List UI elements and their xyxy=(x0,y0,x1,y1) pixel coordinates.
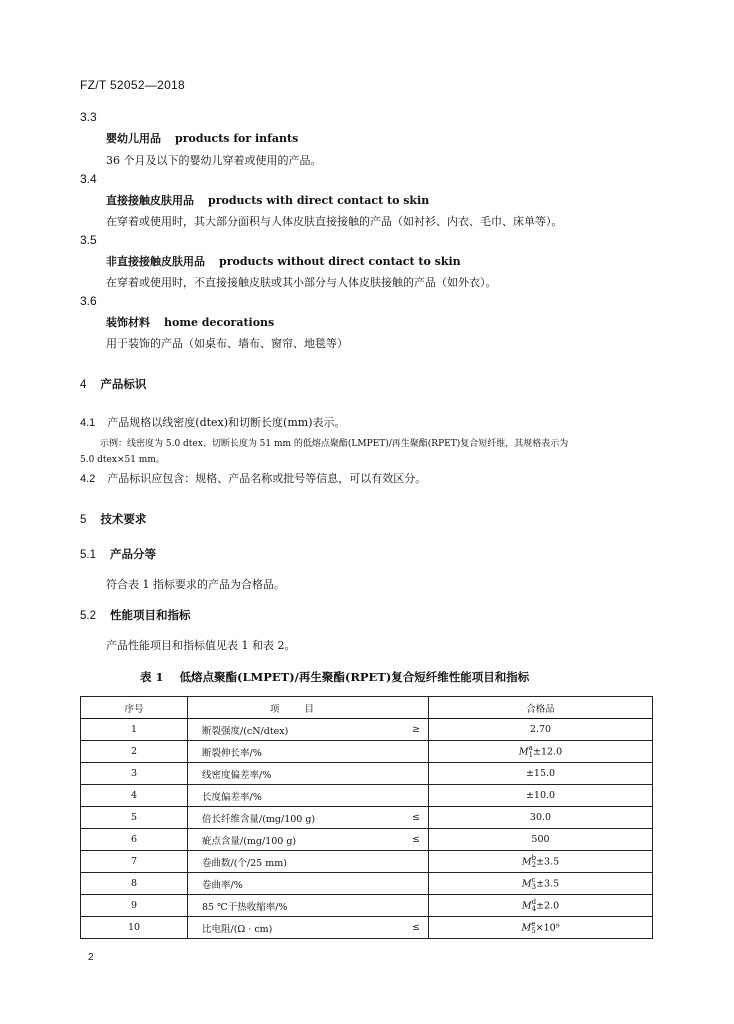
cell-item: 倍长纤维含量/(mg/100 g) xyxy=(188,807,317,829)
cell-value: ±10.0 xyxy=(429,785,653,807)
value-symbol: M xyxy=(518,746,529,757)
value-subscript: 3 xyxy=(531,882,537,891)
cell-seq: 3 xyxy=(81,763,188,785)
term-definition: 用于装饰的产品（如桌布、墙布、窗帘、地毯等） xyxy=(106,337,348,350)
section-title: 技术要求 xyxy=(100,512,147,526)
term-definition: 36 个月及以下的婴幼儿穿着或使用的产品。 xyxy=(106,154,322,167)
page-number: 2 xyxy=(88,952,94,963)
value-tolerance: ±3.5 xyxy=(536,878,560,889)
section-heading-5 xyxy=(80,511,146,527)
term-en: products for infants xyxy=(175,132,299,145)
clause-number: 4.2 xyxy=(80,473,96,485)
cell-seq: 1 xyxy=(81,719,188,741)
subsection-title: 性能项目和指标 xyxy=(110,608,191,622)
cell-seq: 2 xyxy=(81,741,188,763)
term-zh: 装饰材料 xyxy=(106,316,150,329)
header-item: 项 目 xyxy=(188,697,317,719)
term-definition: 在穿着或使用时，其大部分面积与人体皮肤直接接触的产品（如衬衫、内衣、毛巾、床单等）。 xyxy=(106,215,563,228)
cell-item: 比电阻/(Ω · cm) xyxy=(188,917,317,939)
subsection-number: 5.2 xyxy=(80,610,96,622)
header-seq: 序号 xyxy=(81,697,188,719)
term-definition: 在穿着或使用时，不直接接触皮肤或其小部分与人体皮肤接触的产品（如外衣）。 xyxy=(106,276,497,289)
table-row xyxy=(81,851,653,873)
cell-seq: 10 xyxy=(81,917,188,939)
cell-operator: ≤ xyxy=(316,917,429,939)
cell-operator xyxy=(316,873,429,895)
cell-seq: 9 xyxy=(81,895,188,917)
cell-item: 85 ℃干热收缩率/% xyxy=(188,895,317,917)
subsection-number: 5.1 xyxy=(80,549,96,561)
subsection-heading-5-1 xyxy=(80,546,156,562)
value-superscript: b xyxy=(531,853,537,862)
table-caption-text: 低熔点聚酯(LMPET)/再生聚酯(RPET)复合短纤维性能项目和指标 xyxy=(179,670,530,684)
clause-text: 产品规格以线密度(dtex)和切断长度(mm)表示。 xyxy=(107,416,346,429)
term-en: home decorations xyxy=(164,316,275,329)
value-superscript: a xyxy=(528,743,533,752)
cell-item: 断裂强度/(cN/dtex) xyxy=(188,719,317,741)
term-zh: 非直接接触皮肤用品 xyxy=(106,255,205,268)
table-row xyxy=(81,741,653,763)
term-number: 3.5 xyxy=(80,233,97,247)
term-heading xyxy=(106,314,274,330)
term-zh: 直接接触皮肤用品 xyxy=(106,194,194,207)
cell-value xyxy=(429,895,653,917)
example-text-continued: 5.0 dtex×51 mm。 xyxy=(80,455,165,465)
term-en: products without direct contact to skin xyxy=(219,255,461,268)
table-header-row xyxy=(81,697,653,719)
term-heading xyxy=(106,130,298,146)
table-row xyxy=(81,917,653,939)
cell-operator xyxy=(316,741,429,763)
cell-item: 断裂伸长率/% xyxy=(188,741,317,763)
cell-value xyxy=(429,917,653,939)
cell-seq: 5 xyxy=(81,807,188,829)
document-header-id: FZ/T 52052—2018 xyxy=(80,78,186,92)
value-subscript: 1 xyxy=(528,750,534,759)
cell-operator: ≤ xyxy=(316,807,429,829)
table-row xyxy=(81,829,653,851)
cell-seq: 6 xyxy=(81,829,188,851)
cell-seq: 4 xyxy=(81,785,188,807)
section-title: 产品标识 xyxy=(100,377,147,391)
table-row xyxy=(81,719,653,741)
section-number: 4 xyxy=(80,379,87,391)
term-zh: 婴幼儿用品 xyxy=(106,132,161,145)
term-en: products with direct contact to skin xyxy=(208,194,430,207)
table-row xyxy=(81,763,653,785)
cell-seq: 8 xyxy=(81,873,188,895)
cell-value: 500 xyxy=(429,829,653,851)
subsection-heading-5-2 xyxy=(80,607,191,623)
example-text: 示例：线密度为 5.0 dtex、切断长度为 51 mm 的低熔点聚酯(LMPET)/再生聚酯(RPET)复合短纤维，其规格表示为 xyxy=(100,439,569,449)
value-symbol: M xyxy=(521,922,532,933)
cell-value: ±15.0 xyxy=(429,763,653,785)
cell-operator xyxy=(316,785,429,807)
cell-operator: ≥ xyxy=(316,719,429,741)
table-row xyxy=(81,807,653,829)
term-number: 3.4 xyxy=(80,172,97,186)
cell-item: 卷曲数/(个/25 mm) xyxy=(188,851,317,873)
term-number: 3.3 xyxy=(80,110,97,124)
cell-operator xyxy=(316,895,429,917)
cell-value xyxy=(429,851,653,873)
term-heading xyxy=(106,192,429,208)
clause-4-2 xyxy=(80,470,426,486)
clause-number: 4.1 xyxy=(80,417,96,429)
cell-item: 长度偏差率/% xyxy=(188,785,317,807)
cell-item: 疵点含量/(mg/100 g) xyxy=(188,829,317,851)
value-tolerance: ×10⁹ xyxy=(535,922,560,933)
table-row xyxy=(81,785,653,807)
spec-table xyxy=(80,696,653,939)
value-tolerance: ±2.0 xyxy=(536,900,560,911)
cell-operator xyxy=(316,851,429,873)
value-symbol: M xyxy=(521,878,532,889)
value-tolerance: ±12.0 xyxy=(533,746,563,757)
value-superscript: c xyxy=(531,875,536,884)
section-number: 5 xyxy=(80,514,87,526)
value-subscript: 5 xyxy=(531,926,536,935)
cell-item: 卷曲率/% xyxy=(188,873,317,895)
cell-value: 30.0 xyxy=(429,807,653,829)
subsection-text: 符合表 1 指标要求的产品为合格品。 xyxy=(106,578,285,591)
term-number: 3.6 xyxy=(80,294,97,308)
table-row xyxy=(81,895,653,917)
subsection-title: 产品分等 xyxy=(110,547,156,561)
cell-item: 线密度偏差率/% xyxy=(188,763,317,785)
value-superscript: e xyxy=(531,919,536,928)
subsection-text: 产品性能项目和指标值见表 1 和表 2。 xyxy=(106,639,296,652)
value-subscript: 2 xyxy=(531,860,537,869)
cell-value xyxy=(429,873,653,895)
value-tolerance: ±3.5 xyxy=(536,856,560,867)
table-caption-number: 表 1 xyxy=(140,670,164,684)
table-caption xyxy=(140,669,529,685)
header-item-spacer xyxy=(316,697,429,719)
section-heading-4 xyxy=(80,376,146,392)
value-symbol: M xyxy=(521,856,532,867)
cell-value xyxy=(429,741,653,763)
cell-operator: ≤ xyxy=(316,829,429,851)
table-row xyxy=(81,873,653,895)
cell-value: 2.70 xyxy=(429,719,653,741)
value-superscript: d xyxy=(531,897,537,906)
value-subscript: 4 xyxy=(531,904,537,913)
cell-seq: 7 xyxy=(81,851,188,873)
value-symbol: M xyxy=(521,900,532,911)
header-grade: 合格品 xyxy=(429,697,653,719)
term-heading xyxy=(106,253,461,269)
clause-4-1 xyxy=(80,414,346,430)
clause-text: 产品标识应包含：规格、产品名称或批号等信息，可以有效区分。 xyxy=(107,472,427,485)
cell-operator xyxy=(316,763,429,785)
